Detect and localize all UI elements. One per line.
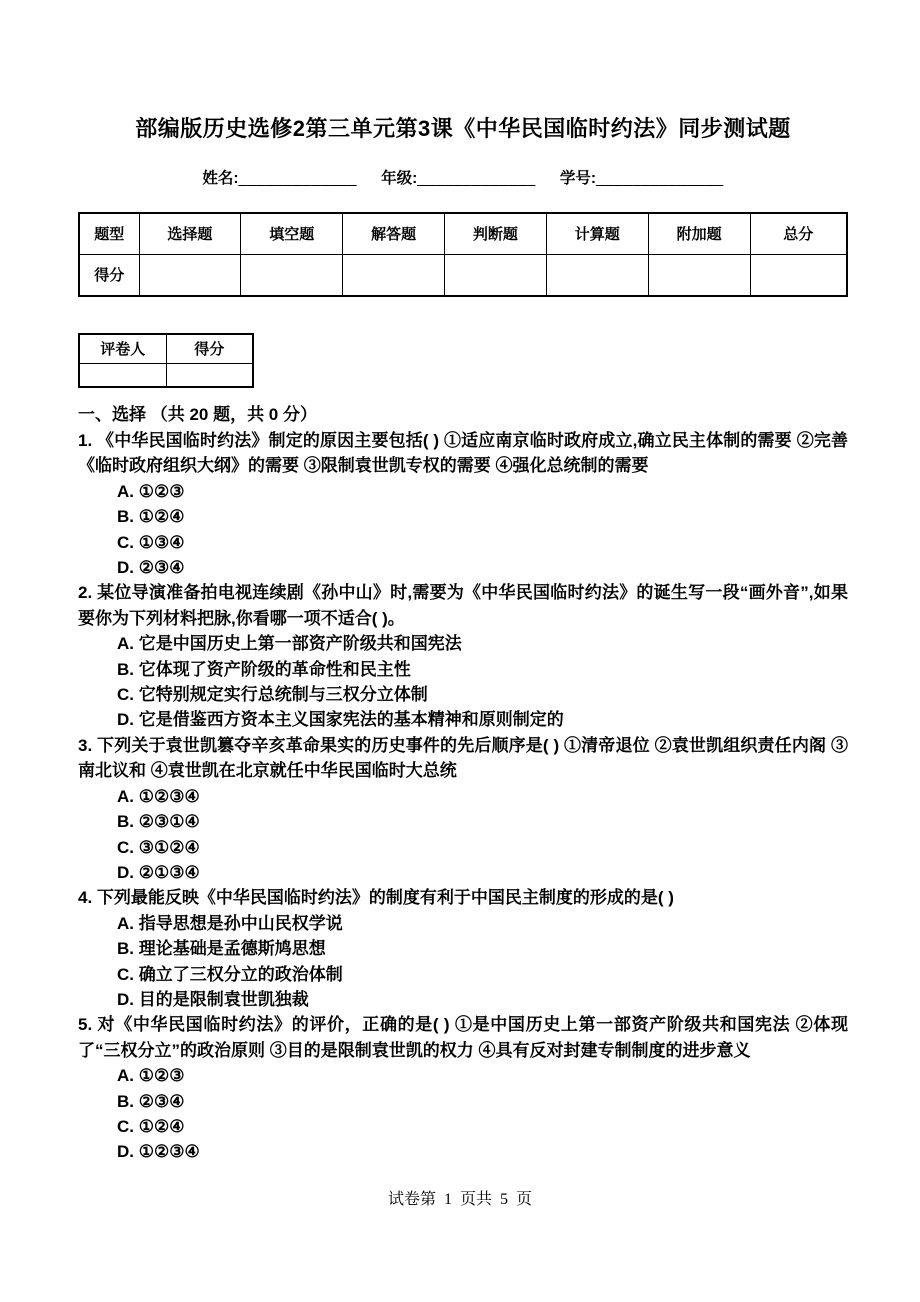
question-item-4 [78, 885, 848, 1012]
page-footer: 试卷第 1 页共 5 页 [387, 1191, 532, 1208]
option-d: D. ②①③④ [117, 862, 200, 882]
score-header-bonus: 附加题 [648, 213, 750, 254]
question-list [78, 428, 848, 1165]
grader-score-cell-empty [166, 363, 253, 387]
score-header-fill-blank: 填空题 [241, 213, 343, 254]
question-text: 5. 对《中华民国临时约法》的评价，正确的是( ) ①是中国历史上第一部资产阶级共和国宪法 ②体现了“三权分立”的政治原则 ③目的是限制袁世凯的权力 ④具有反对封建专制制度的进步意义 [78, 1015, 848, 1060]
student-id-field [560, 170, 724, 187]
option-c: C. ①②④ [117, 1116, 185, 1136]
option-c: C. 它特别规定实行总统制与三权分立体制 [117, 685, 428, 705]
score-cell-empty [139, 254, 241, 296]
page-title: 部编版历史选修2第三单元第3课《中华民国临时约法》同步测试题 [135, 116, 791, 141]
option-b: B. ②③④ [117, 1091, 185, 1111]
grade-field [381, 170, 536, 187]
option-b: B. 它体现了资产阶级的革命性和民主性 [117, 659, 411, 679]
name-field [202, 170, 357, 187]
question-text: 2. 某位导演准备拍电视连续剧《孙中山》时,需要为《中华民国临时约法》的诞生写一段“画外音”,如果要你为下列材料把脉,你看哪一项不适合( )。 [78, 583, 848, 628]
question-item-2 [78, 580, 848, 732]
section-heading: 一、选择 （共 20 题，共 0 分） [78, 405, 317, 424]
grader-score-label: 得分 [166, 334, 253, 363]
student-id-blank: ______________ [595, 170, 724, 187]
grader-table-value-row [79, 363, 253, 387]
score-header-total: 总分 [750, 213, 847, 254]
option-d: D. ②③④ [117, 558, 185, 578]
grade-label: 年级: [381, 170, 418, 187]
option-b: B. ①②④ [117, 507, 185, 527]
name-label: 姓名: [202, 170, 239, 187]
score-summary-table [78, 212, 848, 297]
score-header-question-type: 题型 [79, 213, 139, 254]
grader-cell-empty [79, 363, 166, 387]
question-text: 1. 《中华民国临时约法》制定的原因主要包括( ) ①适应南京临时政府成立,确立民主体制的需要 ②完善《临时政府组织大纲》的需要 ③限制袁世凯专权的需要 ④强化总统制的需要 [78, 431, 848, 476]
grade-blank: _____________ [417, 170, 536, 187]
student-id-label: 学号: [559, 170, 596, 187]
option-c: C. ③①②④ [117, 837, 200, 857]
score-cell-empty [343, 254, 445, 296]
option-a: A. ①②③④ [117, 786, 200, 806]
score-table-header-row [79, 213, 847, 254]
question-item-5 [78, 1012, 848, 1164]
question-text: 3. 下列关于袁世凯篡夺辛亥革命果实的历史事件的先后顺序是( ) ①清帝退位 ②袁世凯组织责任内阁 ③南北议和 ④袁世凯在北京就任中华民国临时大总统 [78, 735, 848, 781]
grader-label: 评卷人 [79, 334, 166, 363]
option-b: B. 理论基础是孟德斯鸠思想 [117, 939, 326, 959]
option-d: D. 目的是限制袁世凯独裁 [117, 989, 309, 1009]
student-info-line [78, 166, 848, 188]
score-header-multiple-choice: 选择题 [139, 213, 241, 254]
option-a: A. ①②③ [117, 1066, 185, 1086]
score-cell-empty [241, 254, 343, 296]
score-cell-empty [750, 254, 847, 296]
score-row-label: 得分 [79, 254, 139, 296]
score-header-calculation: 计算题 [546, 213, 648, 254]
question-text: 4. 下列最能反映《中华民国临时约法》的制度有利于中国民主制度的形成的是( ) [78, 888, 674, 908]
option-a: A. 它是中国历史上第一部资产阶级共和国宪法 [117, 634, 462, 654]
option-a: A. ①②③ [117, 481, 185, 501]
grader-table [78, 333, 254, 388]
question-item-1 [78, 428, 848, 580]
score-cell-empty [546, 254, 648, 296]
option-c: C. 确立了三权分立的政治体制 [117, 964, 343, 984]
option-d: D. ①②③④ [117, 1142, 200, 1162]
option-c: C. ①③④ [117, 532, 185, 552]
question-item-3 [78, 733, 848, 885]
option-a: A. 指导思想是孙中山民权学说 [117, 913, 343, 933]
option-d: D. 它是借鉴西方资本主义国家宪法的基本精神和原则制定的 [117, 710, 564, 730]
grader-table-header-row [79, 334, 253, 363]
score-header-judgment: 判断题 [444, 213, 546, 254]
score-table-value-row [79, 254, 847, 296]
score-header-solution: 解答题 [343, 213, 445, 254]
name-blank: _____________ [238, 170, 358, 187]
score-cell-empty [444, 254, 546, 296]
option-b: B. ②③①④ [117, 812, 200, 832]
score-cell-empty [648, 254, 750, 296]
